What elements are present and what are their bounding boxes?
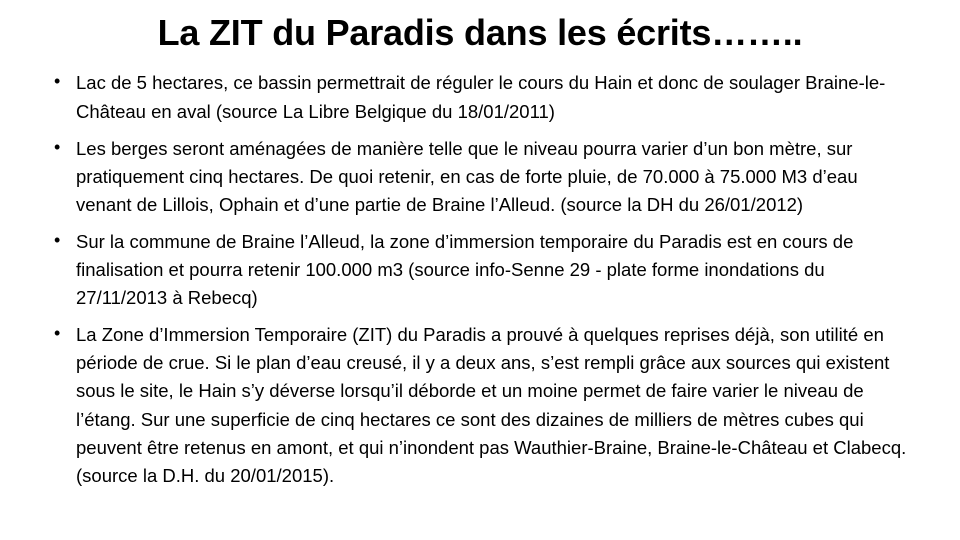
list-item-text: La Zone d’Immersion Temporaire (ZIT) du Paradis a prouvé à quelques reprises déjà, son utilité en période de crue. Si le plan d’eau creusé, il y a deux ans, s’est rempli grâce aux sources qui existent sous le site, le Hain s’y déverse lorsqu’il déborde et un moine permet de faire varier le niveau de l’étang. Sur une superficie de cinq hectares ce sont des dizaines de milliers de mètres cubes qui peuvent être retenus en amont, et qui n’inondent pas Wauthier-Braine, Braine-le-Château et Clabecq. (source la D.H. du 20/01/2015). (76, 324, 907, 486)
list-item (54, 228, 918, 312)
list-item (54, 321, 918, 490)
list-item-text: Lac de 5 hectares, ce bassin permettrait de réguler le cours du Hain et donc de soulager Braine-le-Château en aval (source La Libre Belgique du 18/01/2011) (76, 72, 886, 122)
bullet-icon: • (54, 71, 61, 92)
bullet-icon: • (54, 323, 61, 344)
list-item-text: Sur la commune de Braine l’Alleud, la zone d’immersion temporaire du Paradis est en cours de finalisation et pourra retenir 100.000 m3 (source info-Senne 29 - plate forme inondations du 27/11/2013 à Rebecq) (76, 230, 854, 309)
page-title: La ZIT du Paradis dans les écrits…….. (157, 12, 803, 53)
bullet-list (0, 53, 960, 490)
list-item (54, 69, 918, 125)
bullet-icon: • (54, 229, 61, 250)
bullet-icon: • (54, 136, 61, 157)
list-item-text: Les berges seront aménagées de manière telle que le niveau pourra varier d’un bon mètre, sur pratiquement cinq hectares. De quoi retenir, en cas de forte pluie, de 70.000 à 75.000 M3 d’eau venant de Lillois, Ophain et d’une partie de Braine l’Alleud. (source la DH du 26/01/2012) (76, 137, 858, 215)
list-item (54, 135, 918, 219)
